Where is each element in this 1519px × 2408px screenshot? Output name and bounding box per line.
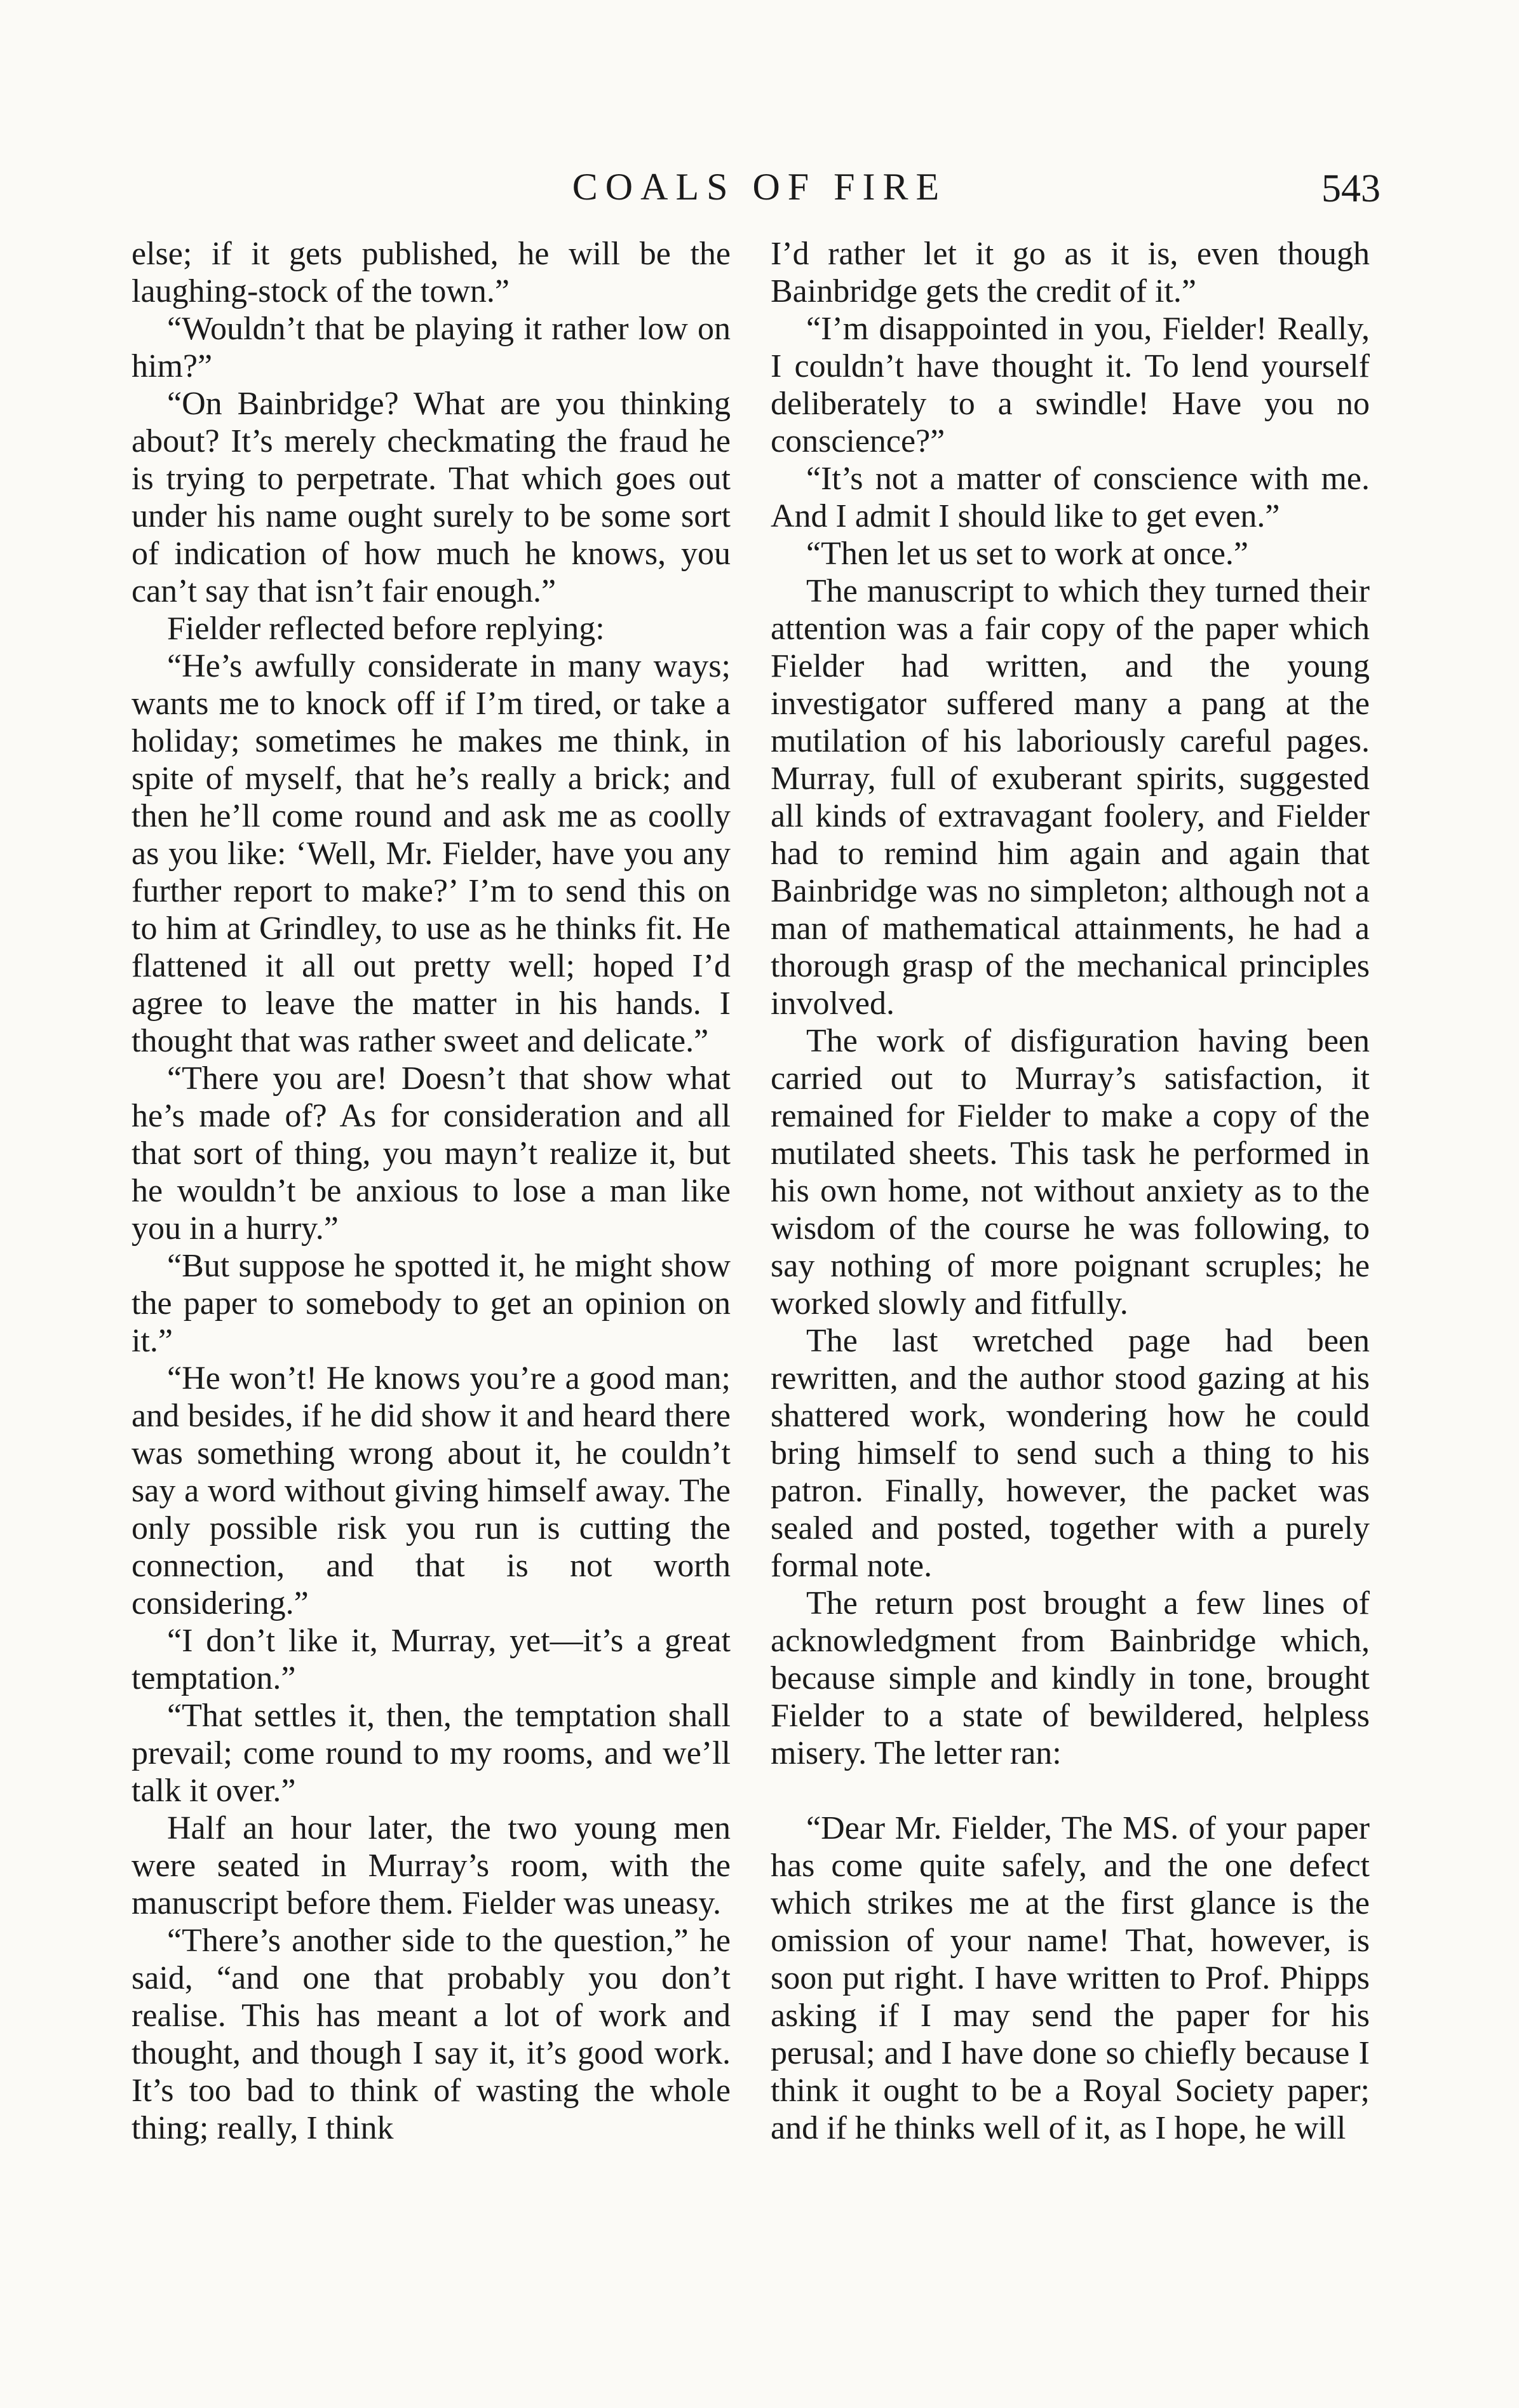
paragraph: “Then let us set to work at once.” bbox=[806, 536, 1248, 572]
paragraph: Half an hour later, the two young men were seated in Murray’s room, with the manuscript before them. Fielder was uneasy. bbox=[132, 1810, 731, 1921]
paragraph: “I don’t like it, Murray, yet—it’s a great temptation.” bbox=[132, 1623, 731, 1696]
paragraph: The work of disfiguration having been carried out to Murray’s satisfaction, it remained for Fielder to make a copy of the mutilated sheets. This task he performed in his own home, not without anxiety as to the wisdom of the course he was following, to say nothing of more poignant scruples; he worked slowly and fitfully. bbox=[771, 1023, 1370, 1322]
page-number: 543 bbox=[1321, 167, 1381, 210]
paragraph: “He’s awfully considerate in many ways; wants me to knock off if I’m tired, or take a holiday; sometimes he makes me think, in spite of myself, that he’s really a brick; and then he’ll come round and ask me as coolly as you like: ‘Well, Mr. Fielder, have you any further report to make?’ I’m to send this on to him at Grindley, to use as he thinks fit. He flattened it all out pretty well; hoped I’d agree to leave the matter in his hands. I thought that was rather sweet and delicate.” bbox=[132, 648, 731, 1059]
paragraph: The last wretched page had been rewritten, and the author stood gazing at his shattered work, wondering how he could bring himself to send such a thing to his patron. Finally, however, the packet was sealed and posted, together with a purely formal note. bbox=[771, 1323, 1370, 1584]
letter-paragraph: “Dear Mr. Fielder, The MS. of your paper has come quite safely, and the one defect which strikes me at the first glance is the omission of your name! That, however, is soon put right. I have written to Prof. Phipps asking if I may send the paper for his perusal; and I have done so chiefly because I think it ought to be a Royal Society paper; and if he thinks well of it, as I hope, he will bbox=[771, 1810, 1370, 2146]
running-title: COALS OF FIRE bbox=[572, 166, 947, 208]
right-column bbox=[771, 235, 1370, 2147]
page-header bbox=[0, 165, 1519, 216]
paragraph: “I’m disappointed in you, Fielder! Really, I couldn’t have thought it. To lend yourself deliberately to a swindle! Have you no conscience?” bbox=[771, 311, 1370, 459]
paragraph: “There you are! Doesn’t that show what he’s made of? As for consideration and all that sort of thing, you mayn’t realize it, but he wouldn’t be anxious to lose a man like you in a hurry.” bbox=[132, 1060, 731, 1247]
paragraph: Fielder reflected before replying: bbox=[167, 611, 605, 647]
paragraph: “But suppose he spotted it, he might show the paper to somebody to get an opinion on it.” bbox=[132, 1248, 731, 1359]
left-column bbox=[132, 235, 731, 2147]
paragraph: “It’s not a matter of conscience with me. And I admit I should like to get even.” bbox=[771, 461, 1370, 534]
paragraph: The return post brought a few lines of acknowledgment from Bainbridge which, because simple and kindly in tone, brought Fielder to a state of bewildered, helpless misery. The letter ran: bbox=[771, 1585, 1370, 1771]
paragraph: “Wouldn’t that be playing it rather low on him?” bbox=[132, 311, 731, 384]
paragraph: The manuscript to which they turned their attention was a fair copy of the paper which Fielder had written, and the young investigator suffered many a pang at the mutilation of his laboriously careful pages. Murray, full of exuberant spirits, suggested all kinds of extravagant foolery, and Fielder had to remind him again and again that Bainbridge was no simpleton; although not a man of mathematical attainments, he had a thorough grasp of the mechanical principles involved. bbox=[771, 573, 1370, 1022]
paragraph: else; if it gets published, he will be the laughing-stock of the town.” bbox=[132, 236, 731, 309]
paragraph: “On Bainbridge? What are you thinking about? It’s merely checkmating the fraud he is trying to perpetrate. That which goes out under his name ought surely to be some sort of indication of how much he knows, you can’t say that isn’t fair enough.” bbox=[132, 386, 731, 609]
paragraph: “He won’t! He knows you’re a good man; and besides, if he did show it and heard there was something wrong about it, he couldn’t say a word without giving himself away. The only possible risk you run is cutting the connection, and that is not worth considering.” bbox=[132, 1360, 731, 1621]
paragraph: “That settles it, then, the temptation shall prevail; come round to my rooms, and we’ll talk it over.” bbox=[132, 1698, 731, 1809]
paragraph: “There’s another side to the question,” he said, “and one that probably you don’t realise. This has meant a lot of work and thought, and though I say it, it’s good work. It’s too bad to think of wasting the whole thing; really, I think bbox=[132, 1923, 731, 2146]
paragraph: I’d rather let it go as it is, even though Bainbridge gets the credit of it.” bbox=[771, 236, 1370, 309]
